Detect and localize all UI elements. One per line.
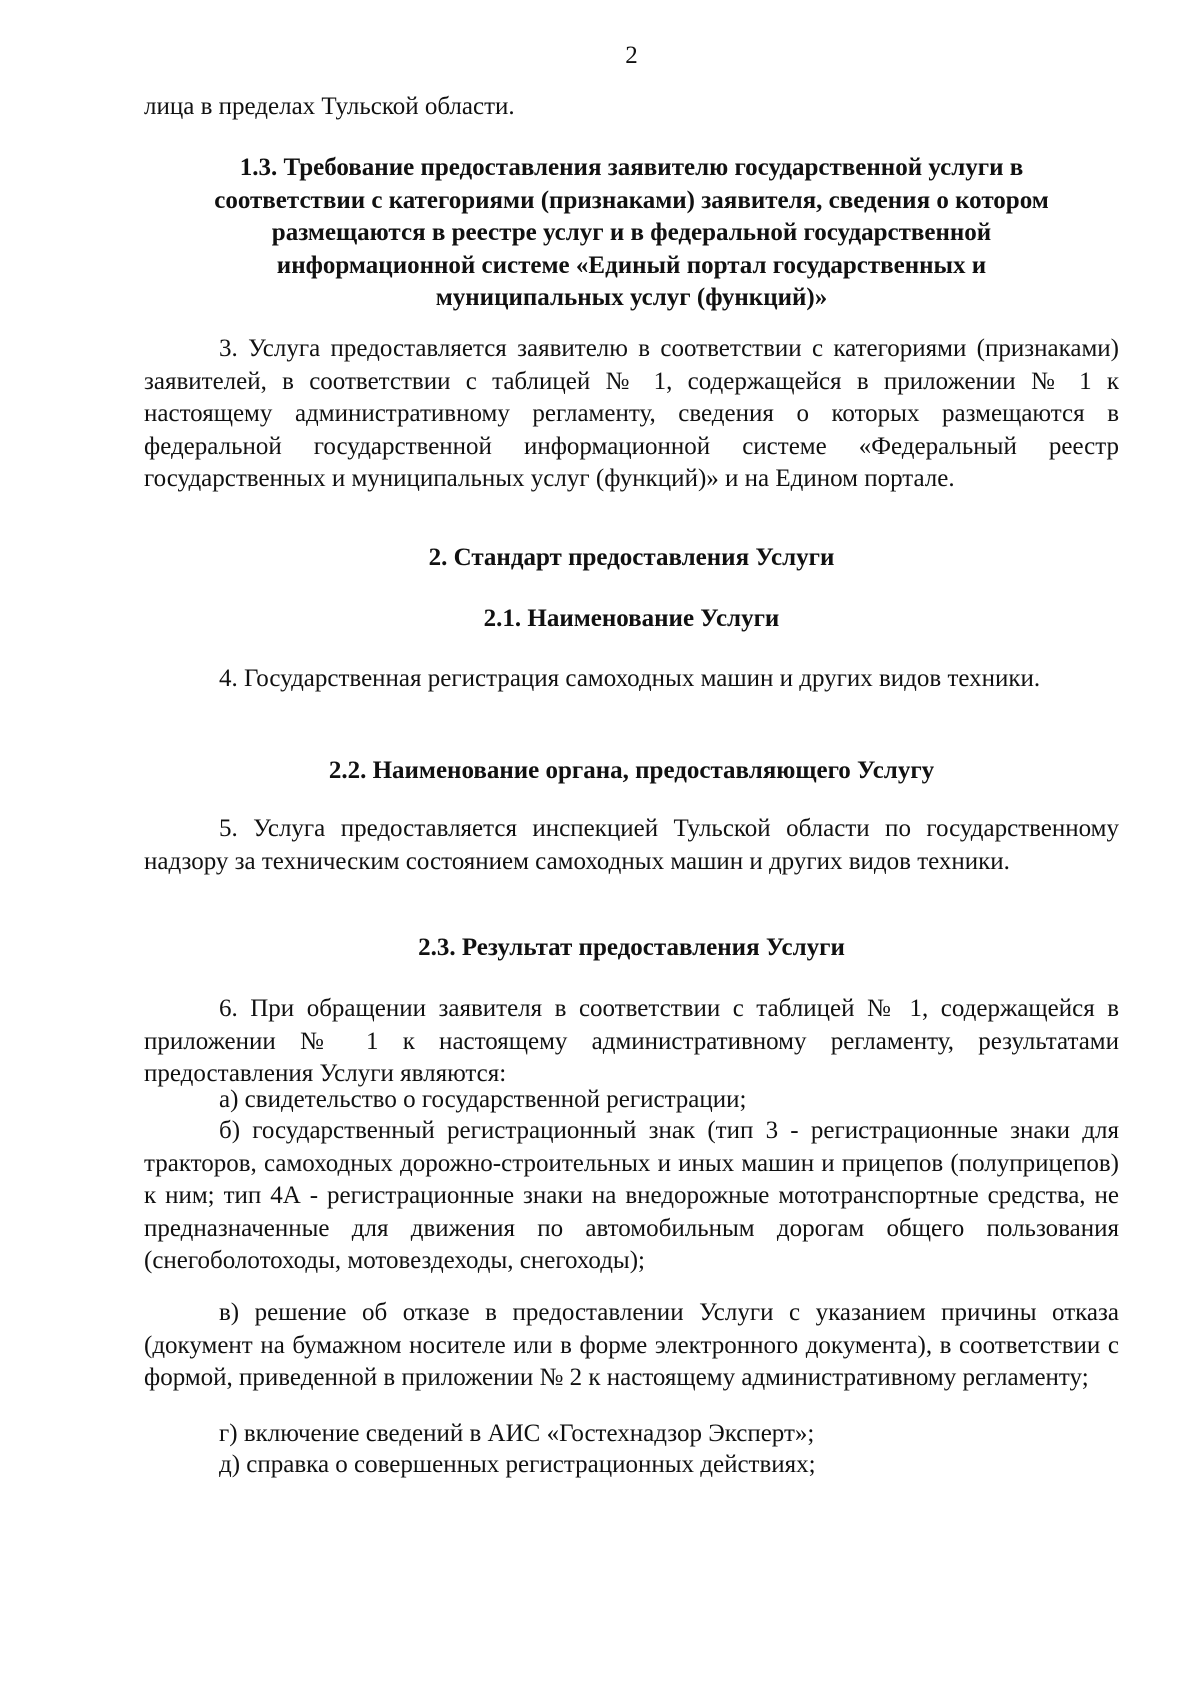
- list-item: а) свидетельство о государственной регистрации;: [219, 1086, 747, 1113]
- section-1-3-heading: [144, 152, 1119, 315]
- section-2-3-heading: 2.3. Результат предоставления Услуги: [418, 934, 845, 961]
- paragraph-4: 4. Государственная регистрация самоходных машин и других видов техники.: [219, 665, 1041, 692]
- heading-line: информационной системе «Единый портал государственных и: [276, 251, 987, 279]
- heading-line: 1.3. Требование предоставления заявителю государственной услуги в: [239, 154, 1024, 181]
- heading-line: соответствии с категориями (признаками) заявителя, сведения о котором: [214, 186, 1049, 214]
- section-2-heading: 2. Стандарт предоставления Услуги: [428, 544, 835, 571]
- list-item: д) справка о совершенных регистрационных действиях;: [219, 1451, 816, 1478]
- section-2-2-heading: 2.2. Наименование органа, предоставляющего Услугу: [328, 757, 935, 784]
- list-item: б) государственный регистрационный знак (тип 3 - регистрационные знаки для тракторов, самоходных дорожно-строительных и иных машин и прицепов (полуприцепов) к ним; тип 4А - регистрационные знаки на внедорожные мототранспортные средства, не предназначенные для движения по автомобильным дорогам общего пользования (снегоболотоходы, мотовездеходы, снегоходы);: [144, 1117, 1119, 1274]
- paragraph-6: 6. При обращении заявителя в соответствии с таблицей № 1, содержащейся в приложении № 1 к настоящему административному регламенту, результатами предоставления Услуги являются:: [144, 995, 1119, 1087]
- paragraph-5: 5. Услуга предоставляется инспекцией Тульской области по государственному надзору за техническим состоянием самоходных машин и других видов техники.: [144, 815, 1119, 875]
- list-item: в) решение об отказе в предоставлении Услуги с указанием причины отказа (документ на бумажном носителе или в форме электронного документа), в соответствии с формой, приведенной в приложении № 2 к настоящему административному регламенту;: [144, 1299, 1119, 1391]
- heading-line: размещаются в реестре услуг и в федеральной государственной: [271, 219, 992, 246]
- intro-line: лица в пределах Тульской области.: [144, 93, 515, 120]
- paragraph-3: 3. Услуга предоставляется заявителю в соответствии с категориями (признаками) заявителей, в соответствии с таблицей № 1, содержащейся в приложении № 1 к настоящему административному регламенту, сведения о которых размещаются в федеральной государственной информационной системе «Федеральный реестр государственных и муниципальных услуг (функций)» и на Едином портале.: [144, 335, 1119, 492]
- list-item: г) включение сведений в АИС «Гостехнадзор Эксперт»;: [219, 1420, 815, 1447]
- heading-line: муниципальных услуг (функций)»: [435, 284, 828, 311]
- section-2-1-heading: 2.1. Наименование Услуги: [483, 605, 780, 632]
- page-number: 2: [625, 42, 638, 69]
